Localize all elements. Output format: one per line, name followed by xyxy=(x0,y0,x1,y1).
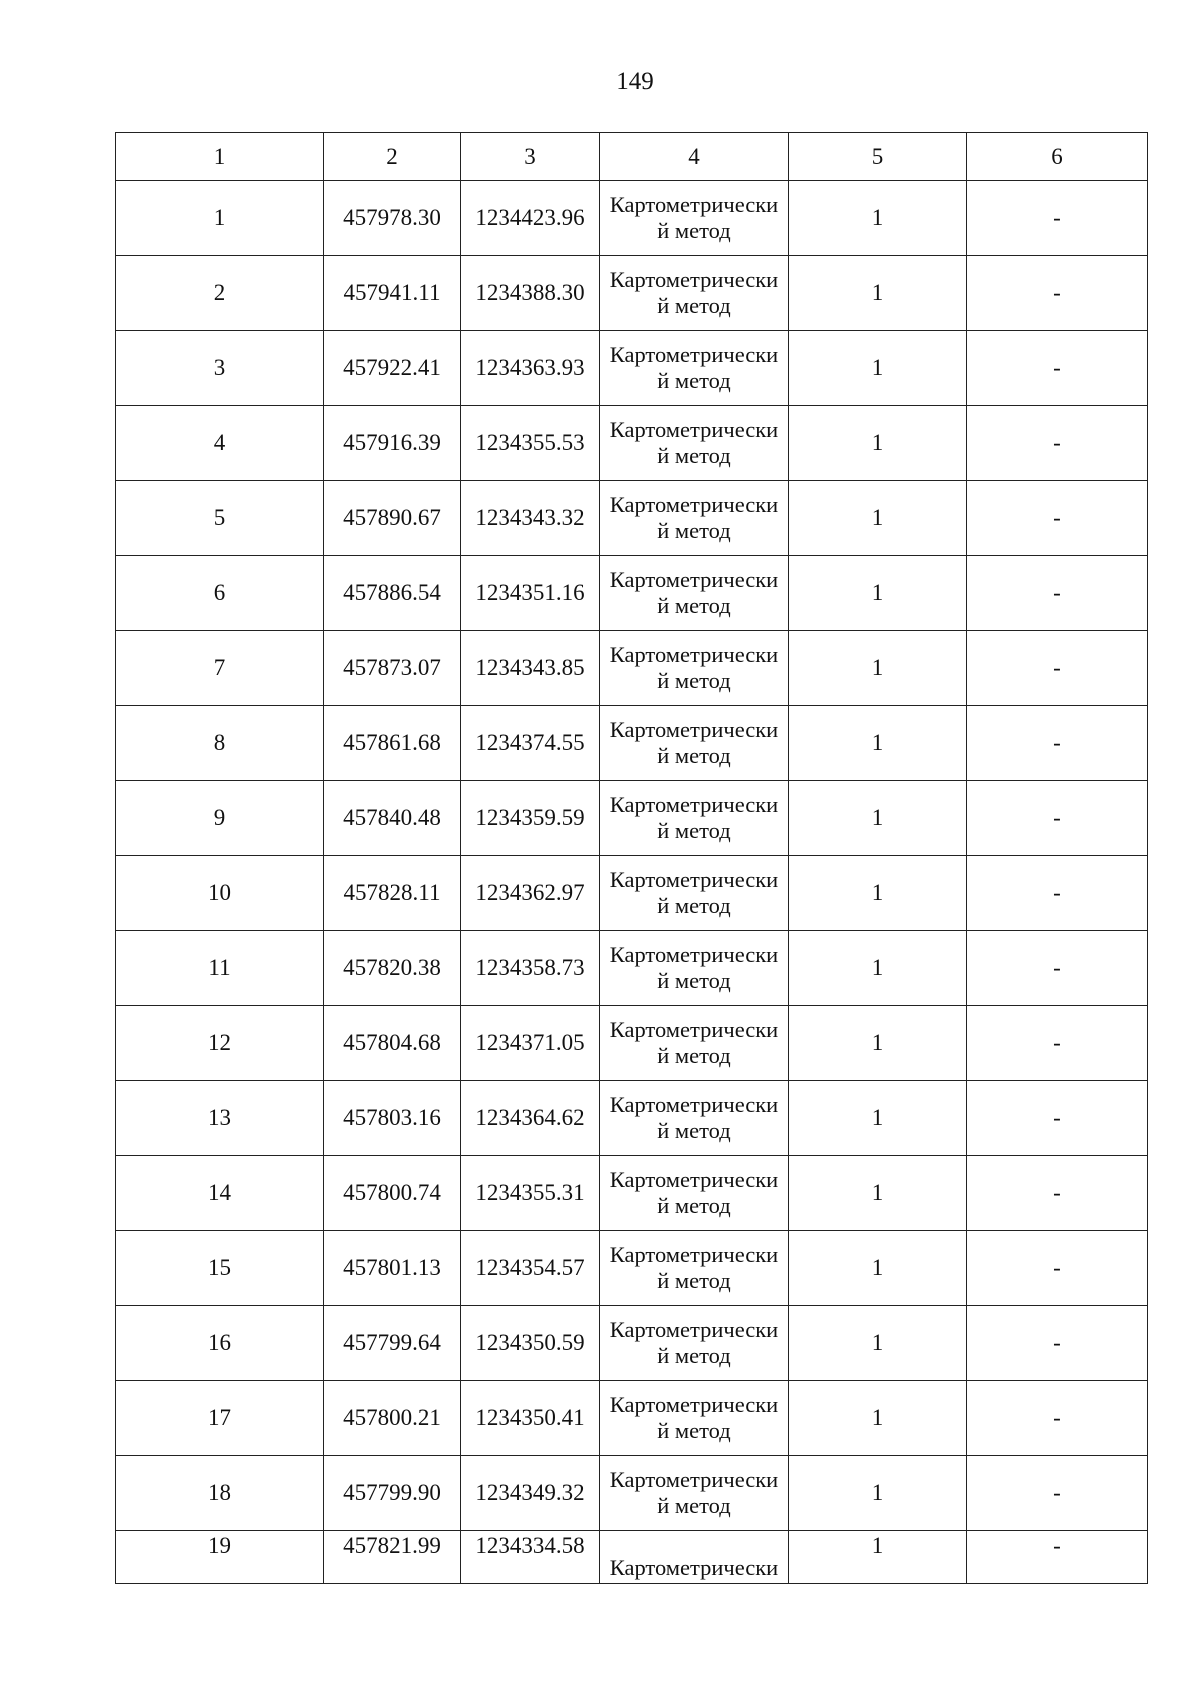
header-cell: 4 xyxy=(600,133,789,181)
y-coordinate-cell: 1234371.05 xyxy=(461,1006,600,1081)
y-coordinate-cell: 1234351.16 xyxy=(461,556,600,631)
note-cell: - xyxy=(967,631,1148,706)
x-coordinate-cell: 457821.99 xyxy=(324,1531,461,1584)
y-coordinate-cell: 1234374.55 xyxy=(461,706,600,781)
accuracy-cell: 1 xyxy=(789,706,967,781)
method-cell: Картометрически й метод xyxy=(600,331,789,406)
x-coordinate-cell: 457828.11 xyxy=(324,856,461,931)
accuracy-cell: 1 xyxy=(789,1006,967,1081)
note-cell: - xyxy=(967,1306,1148,1381)
table-row xyxy=(116,1306,1148,1381)
x-coordinate-cell: 457922.41 xyxy=(324,331,461,406)
point-number-cell: 4 xyxy=(116,406,324,481)
x-coordinate-cell: 457916.39 xyxy=(324,406,461,481)
method-cell: Картометрически й метод xyxy=(600,1456,789,1531)
note-cell: - xyxy=(967,1156,1148,1231)
point-number-cell: 12 xyxy=(116,1006,324,1081)
table-row xyxy=(116,631,1148,706)
point-number-cell: 17 xyxy=(116,1381,324,1456)
page-number: 149 xyxy=(616,68,654,95)
table-row xyxy=(116,1456,1148,1531)
method-cell: Картометрически й метод xyxy=(600,781,789,856)
header-cell: 1 xyxy=(116,133,324,181)
x-coordinate-cell: 457840.48 xyxy=(324,781,461,856)
accuracy-cell: 1 xyxy=(789,331,967,406)
point-number-cell: 10 xyxy=(116,856,324,931)
header-cell: 2 xyxy=(324,133,461,181)
point-number-cell: 18 xyxy=(116,1456,324,1531)
method-cell: Картометрически й метод xyxy=(600,1231,789,1306)
point-number-cell: 14 xyxy=(116,1156,324,1231)
header-cell: 5 xyxy=(789,133,967,181)
table-row xyxy=(116,256,1148,331)
point-number-cell: 6 xyxy=(116,556,324,631)
y-coordinate-cell: 1234349.32 xyxy=(461,1456,600,1531)
method-cell: Картометрически й метод xyxy=(600,856,789,931)
accuracy-cell: 1 xyxy=(789,256,967,331)
header-cell: 6 xyxy=(967,133,1148,181)
table-row xyxy=(116,1156,1148,1231)
x-coordinate-cell: 457804.68 xyxy=(324,1006,461,1081)
method-cell: Картометрически й метод xyxy=(600,1381,789,1456)
point-number-cell: 8 xyxy=(116,706,324,781)
y-coordinate-cell: 1234343.85 xyxy=(461,631,600,706)
method-cell: Картометрически й метод xyxy=(600,406,789,481)
y-coordinate-cell: 1234354.57 xyxy=(461,1231,600,1306)
x-coordinate-cell: 457941.11 xyxy=(324,256,461,331)
header-cell: 3 xyxy=(461,133,600,181)
y-coordinate-cell: 1234334.58 xyxy=(461,1531,600,1584)
y-coordinate-cell: 1234363.93 xyxy=(461,331,600,406)
point-number-cell: 16 xyxy=(116,1306,324,1381)
y-coordinate-cell: 1234350.41 xyxy=(461,1381,600,1456)
method-cell: Картометрически й метод xyxy=(600,556,789,631)
accuracy-cell: 1 xyxy=(789,856,967,931)
table-row xyxy=(116,1231,1148,1306)
table-row xyxy=(116,1006,1148,1081)
accuracy-cell: 1 xyxy=(789,1081,967,1156)
method-cell: Картометрически xyxy=(600,1531,789,1584)
point-number-cell: 19 xyxy=(116,1531,324,1584)
table-body xyxy=(116,133,1148,1584)
method-cell: Картометрически й метод xyxy=(600,706,789,781)
x-coordinate-cell: 457820.38 xyxy=(324,931,461,1006)
note-cell: - xyxy=(967,1381,1148,1456)
x-coordinate-cell: 457803.16 xyxy=(324,1081,461,1156)
table-row xyxy=(116,1381,1148,1456)
x-coordinate-cell: 457799.64 xyxy=(324,1306,461,1381)
point-number-cell: 3 xyxy=(116,331,324,406)
y-coordinate-cell: 1234355.31 xyxy=(461,1156,600,1231)
accuracy-cell: 1 xyxy=(789,1381,967,1456)
y-coordinate-cell: 1234350.59 xyxy=(461,1306,600,1381)
table-row xyxy=(116,481,1148,556)
header-row xyxy=(116,133,1148,181)
table-row xyxy=(116,331,1148,406)
method-cell: Картометрически й метод xyxy=(600,181,789,256)
x-coordinate-cell: 457873.07 xyxy=(324,631,461,706)
table-row xyxy=(116,931,1148,1006)
accuracy-cell: 1 xyxy=(789,1456,967,1531)
table-row xyxy=(116,781,1148,856)
method-cell: Картометрически й метод xyxy=(600,481,789,556)
note-cell: - xyxy=(967,556,1148,631)
coordinates-table xyxy=(115,132,1148,1584)
x-coordinate-cell: 457978.30 xyxy=(324,181,461,256)
point-number-cell: 9 xyxy=(116,781,324,856)
note-cell: - xyxy=(967,856,1148,931)
note-cell: - xyxy=(967,931,1148,1006)
x-coordinate-cell: 457886.54 xyxy=(324,556,461,631)
note-cell: - xyxy=(967,256,1148,331)
y-coordinate-cell: 1234358.73 xyxy=(461,931,600,1006)
point-number-cell: 2 xyxy=(116,256,324,331)
point-number-cell: 7 xyxy=(116,631,324,706)
accuracy-cell: 1 xyxy=(789,181,967,256)
table-row xyxy=(116,706,1148,781)
table-row xyxy=(116,1531,1148,1584)
point-number-cell: 15 xyxy=(116,1231,324,1306)
accuracy-cell: 1 xyxy=(789,1306,967,1381)
method-cell: Картометрически й метод xyxy=(600,931,789,1006)
y-coordinate-cell: 1234343.32 xyxy=(461,481,600,556)
point-number-cell: 11 xyxy=(116,931,324,1006)
accuracy-cell: 1 xyxy=(789,631,967,706)
x-coordinate-cell: 457861.68 xyxy=(324,706,461,781)
y-coordinate-cell: 1234362.97 xyxy=(461,856,600,931)
accuracy-cell: 1 xyxy=(789,1231,967,1306)
method-cell: Картометрически й метод xyxy=(600,1306,789,1381)
y-coordinate-cell: 1234423.96 xyxy=(461,181,600,256)
accuracy-cell: 1 xyxy=(789,931,967,1006)
method-cell: Картометрически й метод xyxy=(600,1006,789,1081)
x-coordinate-cell: 457800.74 xyxy=(324,1156,461,1231)
x-coordinate-cell: 457799.90 xyxy=(324,1456,461,1531)
method-cell: Картометрически й метод xyxy=(600,256,789,331)
point-number-cell: 1 xyxy=(116,181,324,256)
table-row xyxy=(116,181,1148,256)
note-cell: - xyxy=(967,1456,1148,1531)
accuracy-cell: 1 xyxy=(789,781,967,856)
note-cell: - xyxy=(967,1531,1148,1584)
x-coordinate-cell: 457890.67 xyxy=(324,481,461,556)
table-row xyxy=(116,406,1148,481)
x-coordinate-cell: 457801.13 xyxy=(324,1231,461,1306)
accuracy-cell: 1 xyxy=(789,1156,967,1231)
point-number-cell: 13 xyxy=(116,1081,324,1156)
x-coordinate-cell: 457800.21 xyxy=(324,1381,461,1456)
method-cell: Картометрически й метод xyxy=(600,1081,789,1156)
y-coordinate-cell: 1234364.62 xyxy=(461,1081,600,1156)
table-row xyxy=(116,856,1148,931)
point-number-cell: 5 xyxy=(116,481,324,556)
note-cell: - xyxy=(967,181,1148,256)
y-coordinate-cell: 1234359.59 xyxy=(461,781,600,856)
note-cell: - xyxy=(967,331,1148,406)
y-coordinate-cell: 1234388.30 xyxy=(461,256,600,331)
note-cell: - xyxy=(967,1081,1148,1156)
note-cell: - xyxy=(967,781,1148,856)
note-cell: - xyxy=(967,1006,1148,1081)
note-cell: - xyxy=(967,1231,1148,1306)
accuracy-cell: 1 xyxy=(789,556,967,631)
accuracy-cell: 1 xyxy=(789,406,967,481)
note-cell: - xyxy=(967,406,1148,481)
accuracy-cell: 1 xyxy=(789,1531,967,1584)
method-cell: Картометрически й метод xyxy=(600,631,789,706)
method-cell: Картометрически й метод xyxy=(600,1156,789,1231)
note-cell: - xyxy=(967,706,1148,781)
y-coordinate-cell: 1234355.53 xyxy=(461,406,600,481)
table-row xyxy=(116,1081,1148,1156)
table-row xyxy=(116,556,1148,631)
note-cell: - xyxy=(967,481,1148,556)
accuracy-cell: 1 xyxy=(789,481,967,556)
